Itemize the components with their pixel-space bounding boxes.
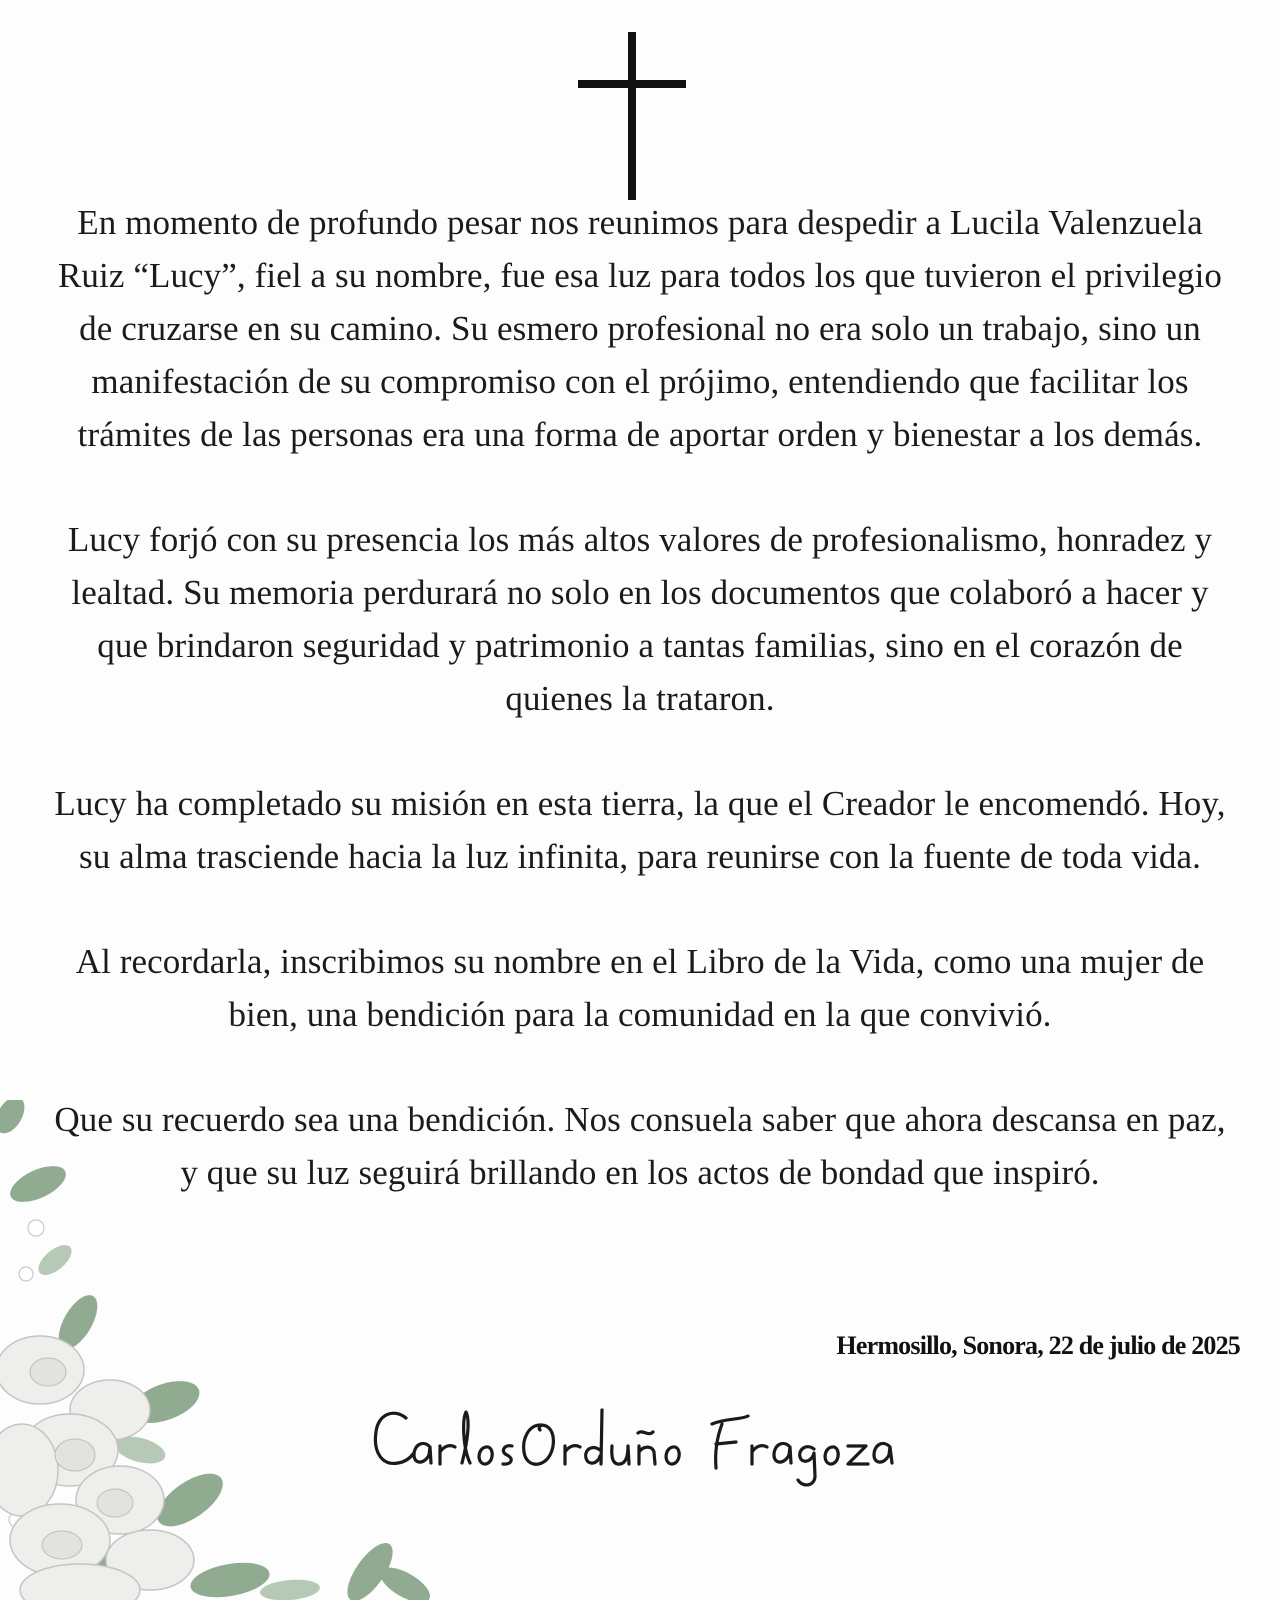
paragraph-2: Lucy forjó con su presencia los más altos valores de profesionalismo, honradez y lealtad. Su memoria perdurará no solo en los documentos que colaboró a hacer y que brindaron seguridad y patrimonio a tantas familias, sino en el corazón de quienes la trataron. [67,520,1213,718]
paragraph-1: En momento de profundo pesar nos reunimos para despedir a Lucila Valenzuela Ruiz “Lucy”, fiel a su nombre, fue esa luz para todos los que tuvieron el privilegio de cruzarse en su camino. Su esmero profesional no era solo un trabajo, sino un manifestación de su compromiso con el prójimo, entendiendo que facilitar los trámites de las personas era una forma de aportar orden y bienestar a los demás. [57,203,1222,454]
paragraph-4: Al recordarla, inscribimos su nombre en el Libro de la Vida, como una mujer de bien, una bendición para la comunidad en la que convivió. [75,942,1205,1034]
paragraph-3: Lucy ha completado su misión en esta tierra, la que el Creador le encomendó. Hoy, su alma trasciende hacia la luz infinita, para reunirse con la fuente de toda vida. [54,784,1226,876]
paragraph-5: Que su recuerdo sea una bendición. Nos consuela saber que ahora descansa en paz, y que su luz seguirá brillando en los actos de bondad que inspiró. [54,1100,1226,1192]
memorial-text [50,196,1230,1199]
place-date: Hermosillo, Sonora, 22 de julio de 2025 [836,1331,1240,1360]
